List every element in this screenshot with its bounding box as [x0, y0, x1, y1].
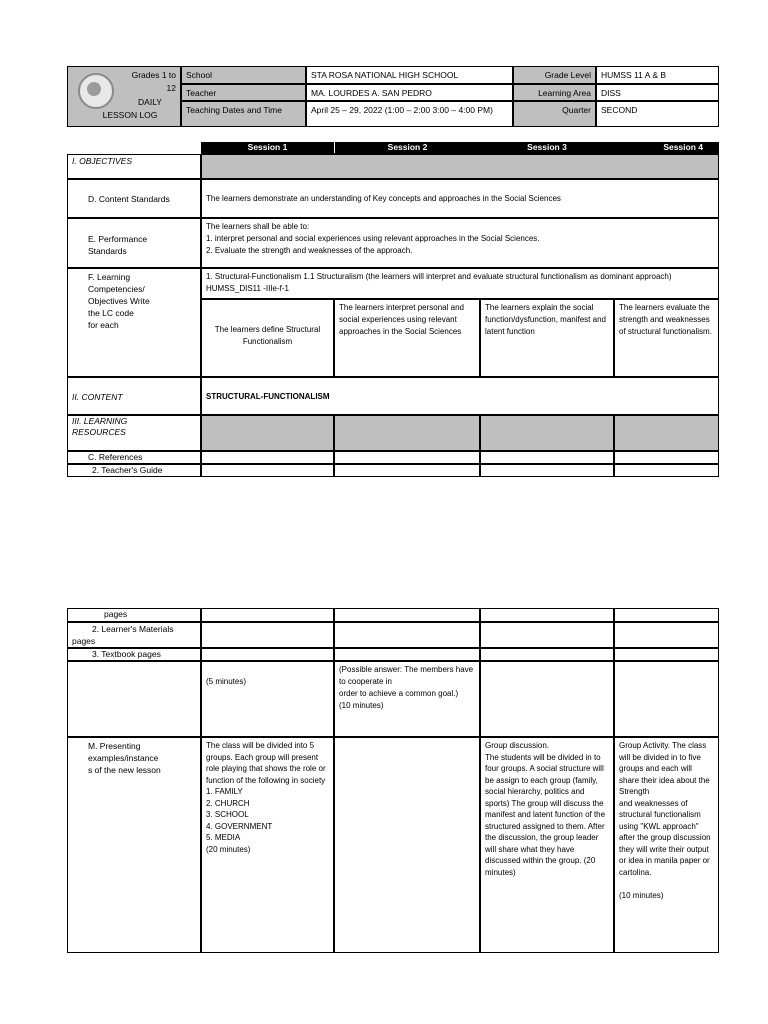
grade-level-value: HUMSS 11 A & B	[596, 66, 719, 84]
textbook-label: 3. Textbook pages	[67, 648, 201, 661]
deped-seal-icon	[78, 73, 114, 109]
quarter-value: SECOND	[596, 101, 719, 127]
resources-heading: III. LEARNING RESOURCES	[67, 415, 201, 451]
textbook-s4	[614, 648, 719, 661]
content-standards-value: The learners demonstrate an understanding of Key concepts and approaches in the Social Sciences	[201, 179, 719, 218]
resources-s3	[480, 415, 614, 451]
textbook-s1	[201, 648, 334, 661]
presenting-s1	[201, 737, 334, 953]
teachers-guide-s3	[480, 464, 614, 477]
grades-text: Grades 1 to 12	[131, 70, 176, 93]
grade-level-label: Grade Level	[513, 66, 596, 84]
competencies-header: 1. Structural-Functionalism 1.1 Structuralism (the learners will interpret and evaluate structural functionalism as dominant approach) HUMSS_DIS11 -IIIe-f-1	[201, 268, 719, 299]
content-heading: II. CONTENT	[67, 377, 201, 415]
activity-s4	[614, 661, 719, 737]
references-label: C. References	[67, 451, 201, 464]
school-value: STA ROSA NATIONAL HIGH SCHOOL	[306, 66, 513, 84]
resources-s2	[334, 415, 480, 451]
competencies-session-3: The learners explain the social function/dysfunction, manifest and latent function	[480, 299, 614, 377]
session-2-header: Session 2	[334, 142, 480, 153]
pages-s2	[334, 608, 480, 622]
school-label: School	[181, 66, 306, 84]
pages-label: pages	[67, 608, 201, 622]
session-3-header: Session 3	[527, 142, 567, 152]
competencies-session-2: The learners interpret personal and social experiences using relevant approaches in the Social Sciences	[334, 299, 480, 377]
session-4-header: Session 4	[663, 142, 703, 152]
teacher-label: Teacher	[181, 84, 306, 101]
competencies-session-1: The learners define Structural Functionalism	[201, 299, 334, 377]
references-s3	[480, 451, 614, 464]
presenting-s1-item-5: 5. MEDIA	[206, 833, 241, 842]
quarter-label: Quarter	[513, 101, 596, 127]
lesson-log-text: LESSON LOG	[102, 110, 158, 120]
learners-materials-s1	[201, 622, 334, 648]
session-1-header: Session 1	[247, 142, 288, 152]
content-standards-label: D. Content Standards	[67, 179, 201, 218]
performance-item-2: 2. Evaluate the strength and weaknesses of the approach.	[206, 246, 413, 255]
pages-s3	[480, 608, 614, 622]
competencies-session-4: The learners evaluate the strength and weaknesses of structural functionalism.	[614, 299, 719, 377]
activity-label	[67, 661, 201, 737]
learning-area-label: Learning Area	[513, 84, 596, 101]
pages-s1	[201, 608, 334, 622]
references-s2	[334, 451, 480, 464]
presenting-s1-item-1: 1. FAMILY	[206, 787, 243, 796]
presenting-s1-time: (20 minutes)	[206, 844, 251, 854]
learners-materials-s2	[334, 622, 480, 648]
dates-label: Teaching Dates and Time	[181, 101, 306, 127]
teachers-guide-label: 2. Teacher's Guide	[67, 464, 201, 477]
performance-standards-cell	[201, 218, 719, 268]
performance-intro: The learners shall be able to:	[206, 222, 310, 231]
activity-s3	[480, 661, 614, 737]
textbook-s3	[480, 648, 614, 661]
daily-text: DAILY	[138, 97, 162, 107]
textbook-s2	[334, 648, 480, 661]
references-s1	[201, 451, 334, 464]
teachers-guide-s4	[614, 464, 719, 477]
presenting-s3: Group discussion. The students will be divided in to four groups. A social structure will be assign to each group (family, social hierarchy, politics and sports) The group will discuss the manifest and latent function of the structured assigned to them. After the discussion, the group leader will share what they have discussed within the group. (20 minutes)	[480, 737, 614, 953]
presenting-s2	[334, 737, 480, 953]
objectives-shade	[201, 154, 719, 179]
teacher-value: MA. LOURDES A. SAN PEDRO	[306, 84, 513, 101]
performance-standards-label: E. Performance Standards	[67, 218, 201, 268]
competencies-label: F. Learning Competencies/ Objectives Write the LC code for each	[67, 268, 201, 377]
teachers-guide-s2	[334, 464, 480, 477]
presenting-s1-intro: The class will be divided into 5 groups. Each group will present role playing that shows the role or function of the following in society	[206, 741, 326, 785]
learners-materials-s4	[614, 622, 719, 648]
dates-value: April 25 – 29, 2022 (1:00 – 2:00 3:00 – 4:00 PM)	[306, 101, 513, 127]
presenting-s1-item-4: 4. GOVERNMENT	[206, 821, 273, 831]
activity-s1: (5 minutes)	[201, 661, 334, 737]
teachers-guide-s1	[201, 464, 334, 477]
resources-s4	[614, 415, 719, 451]
performance-item-1: 1. interpret personal and social experiences using relevant approaches in the Social Sciences.	[206, 234, 540, 243]
presenting-s1-item-2: 2. CHURCH	[206, 798, 250, 808]
learning-area-value: DISS	[596, 84, 719, 101]
learners-materials-label: 2. Learner's Materials pages	[67, 622, 201, 648]
presenting-s4: Group Activity. The class will be divided in to five groups and each will share their idea about the Strength and weaknesses of structural functionalism using "KWL approach" after the group discussion they will write their output or idea in manila paper or cartolina. (10 minutes)	[614, 737, 719, 953]
presenting-s1-item-3: 3. SCHOOL	[206, 810, 249, 819]
resources-s1	[201, 415, 334, 451]
presenting-examples-label: M. Presenting examples/instance s of the new lesson	[67, 737, 201, 953]
activity-s2: (Possible answer: The members have to cooperate in order to achieve a common goal.) (10 minutes)	[334, 661, 480, 737]
references-s4	[614, 451, 719, 464]
learners-materials-s3	[480, 622, 614, 648]
content-value: STRUCTURAL-FUNCTIONALISM	[201, 377, 719, 415]
objectives-heading: I. OBJECTIVES	[67, 154, 201, 179]
pages-s4	[614, 608, 719, 622]
